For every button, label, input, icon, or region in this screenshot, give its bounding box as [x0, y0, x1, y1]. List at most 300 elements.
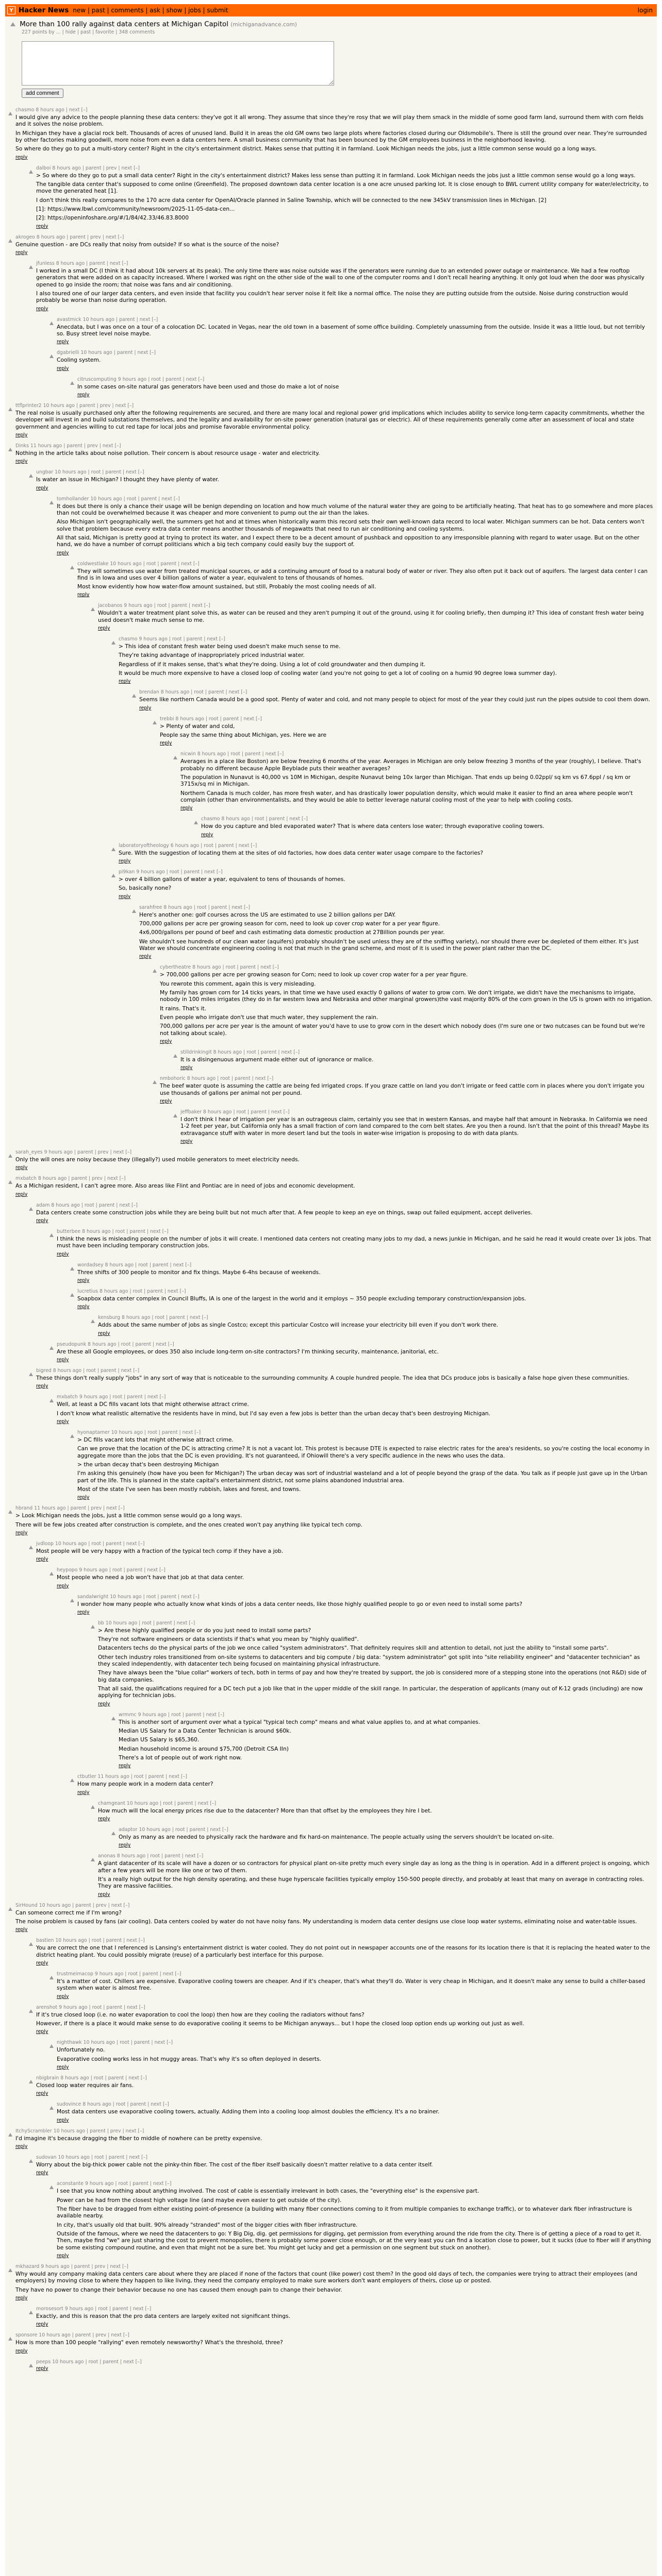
- comment-paragraph: Regardless of if it makes sense, that's what they're doing. Using a lot of cold groundwater and then dumping it.: [119, 660, 426, 668]
- comment-vote-cell: [173, 1109, 180, 1144]
- upvote-arrow-icon[interactable]: [70, 1599, 74, 1602]
- comment-paragraph: As a Michigan resident, I can't agree more. Also areas like Flint and Pontiac are in need of jobs and economic development.: [15, 1182, 355, 1190]
- comment-meta[interactable]: sudovince 8 hours ago | root | parent | next [–]: [57, 2102, 169, 2108]
- upvote-arrow-icon[interactable]: [8, 1907, 12, 1911]
- comment-vote-cell: [49, 1567, 57, 1588]
- comment-paragraph: Most people will be very happy with a fraction of the typical tech comp if they have a job.: [36, 1547, 284, 1554]
- comment-paragraph: Sure. With the suggestion of locating them at the sites of old factories, how does data center water usage compare to the factories?: [119, 849, 484, 856]
- comment-meta[interactable]: chasmo 8 hours ago | root | parent | next [–]: [201, 816, 308, 822]
- comment-row: [8, 1620, 654, 1707]
- comment-meta[interactable]: brendan 8 hours ago | root | parent | next [–]: [139, 689, 247, 696]
- comment-row: [8, 843, 654, 864]
- reply-link[interactable]: reply: [98, 1891, 110, 1897]
- comment-meta[interactable]: butterbee 8 hours ago | root | parent | next [–]: [57, 1228, 169, 1234]
- upvote-arrow-icon[interactable]: [8, 2133, 12, 2137]
- upvote-arrow-icon[interactable]: [29, 1546, 33, 1549]
- comment-meta[interactable]: trebbi 8 hours ago | root | parent | next [–]: [160, 716, 262, 722]
- comment-text: [57, 324, 654, 337]
- comment-meta[interactable]: coldwestlake 10 hours ago | root | parent | next [–]: [77, 561, 200, 567]
- comment-meta[interactable]: wordadsey 8 hours ago | root | parent | next [–]: [77, 1262, 192, 1268]
- upvote-arrow-icon[interactable]: [29, 2364, 33, 2367]
- reply-link[interactable]: reply: [36, 2170, 48, 2176]
- reply-link[interactable]: reply: [36, 2029, 48, 2035]
- comment-row: [8, 1176, 654, 1197]
- comment-paragraph: 700,000 gallons per acre per year is the amount of water you'd have to use to grow corn in the desert which nobody does (I'm sure one or two nutcases can be found but we're not talking about scale).: [160, 1023, 645, 1037]
- comment-body: [57, 1971, 654, 1999]
- upvote-arrow-icon[interactable]: [49, 321, 54, 325]
- comment-meta[interactable]: jfunless 8 hours ago | parent | next [–]: [36, 260, 128, 266]
- comment-meta[interactable]: pseudopunk 8 hours ago | root | parent | next [–]: [57, 1341, 174, 1347]
- upvote-arrow-icon[interactable]: [49, 1976, 54, 1979]
- comment-meta[interactable]: arenshot 9 hours ago | root | parent | next [–]: [36, 2004, 145, 2010]
- comment-meta[interactable]: hyonaptamer 10 hours ago | root | parent | next [–]: [77, 1429, 201, 1435]
- comment-paragraph: Median household income is around $75,700 (Detroit CSA IIn): [119, 1745, 289, 1752]
- comment-meta[interactable]: citruscomputing 9 hours ago | root | parent | next [–]: [77, 376, 205, 382]
- comment-body: [98, 1801, 654, 1822]
- reply-link[interactable]: reply: [119, 858, 131, 865]
- comment-meta[interactable]: ungbar 10 hours ago | root | parent | next [–]: [36, 469, 144, 476]
- comment-body: [139, 905, 654, 960]
- reply-link[interactable]: reply: [15, 1530, 28, 1536]
- comment-body: [15, 2264, 654, 2301]
- comment-text: [119, 643, 654, 676]
- upvote-arrow-icon[interactable]: [49, 1399, 54, 1402]
- comment-meta[interactable]: mkhazard 9 hours ago | parent | prev | next [–]: [15, 2263, 128, 2269]
- comment-meta[interactable]: adam 8 hours ago | root | parent | next [–]: [36, 1202, 138, 1208]
- comment-paragraph: Closed loop water requires air fans.: [36, 2082, 134, 2089]
- comment-paragraph: So, basically none?: [119, 885, 172, 892]
- comment-text: [180, 1116, 654, 1137]
- upvote-arrow-icon[interactable]: [111, 1832, 115, 1835]
- upvote-arrow-icon[interactable]: [153, 1080, 157, 1084]
- comment-meta[interactable]: bigred 8 hours ago | root | parent | next [–]: [36, 1367, 140, 1374]
- comment-row: [8, 1342, 654, 1363]
- comment-text: [36, 172, 654, 222]
- comment-meta[interactable]: sarah_eyes 9 hours ago | parent | prev | next [–]: [15, 1149, 132, 1155]
- reply-link[interactable]: reply: [15, 1927, 28, 1933]
- upvote-arrow-icon[interactable]: [8, 1510, 12, 1514]
- comment-vote-cell: [29, 1541, 36, 1562]
- comment-meta[interactable]: trustmeimacop 9 hours ago | root | parent | next [–]: [57, 1971, 181, 1977]
- comment-paragraph: Averages in a place like Boston) are below freezing 6 months of the year. Averages in Michigan are only below freezing 3 months of the year (roughly), I believe. That's probably no different because Apple Beyblade puts their weather averages?: [180, 758, 641, 772]
- comment-meta[interactable]: dalboi 8 hours ago | parent | prev | next [–]: [36, 165, 140, 171]
- reply-link[interactable]: reply: [77, 392, 90, 398]
- reply-link[interactable]: reply: [77, 1277, 90, 1283]
- upvote-arrow-icon[interactable]: [29, 2311, 33, 2314]
- reply-link[interactable]: reply: [57, 1357, 69, 1363]
- comment-meta[interactable]: hbrand 11 hours ago | parent | prev | next [–]: [15, 1505, 125, 1512]
- comment-text: [15, 1182, 654, 1189]
- comment-body: [57, 2181, 654, 2259]
- story-title-link[interactable]: More than 100 rally against data centers at Michigan Capitol: [20, 21, 228, 28]
- upvote-arrow-icon[interactable]: [70, 1434, 74, 1438]
- reply-link[interactable]: reply: [77, 1609, 90, 1615]
- upvote-arrow-icon[interactable]: [29, 1372, 33, 1376]
- upvote-arrow-icon[interactable]: [111, 848, 115, 851]
- comment-row: [8, 350, 654, 371]
- comment-row: [8, 561, 654, 598]
- comment-text: [98, 1807, 654, 1814]
- upvote-arrow-icon[interactable]: [8, 2337, 12, 2341]
- y-logo-icon[interactable]: Y: [7, 6, 15, 14]
- upvote-arrow-icon[interactable]: [173, 1114, 177, 1117]
- comment-paragraph: They're not software engineers or data scientists if that's what you mean by "highly qualified".: [98, 1636, 359, 1643]
- comment-indent: [8, 1567, 49, 1588]
- reply-link[interactable]: reply: [98, 625, 110, 632]
- upvote-arrow-icon[interactable]: [132, 909, 136, 913]
- comment-body: [36, 2075, 654, 2096]
- comment-body: [15, 403, 654, 438]
- upvote-arrow-icon[interactable]: [194, 821, 198, 824]
- reply-link[interactable]: reply: [15, 2295, 28, 2301]
- reply-link[interactable]: reply: [36, 1217, 48, 1224]
- comment-row: [8, 2128, 654, 2149]
- comment-body: [36, 261, 654, 312]
- upvote-arrow-icon[interactable]: [29, 1207, 33, 1211]
- login-link[interactable]: login: [637, 7, 653, 14]
- reply-link[interactable]: reply: [77, 1495, 90, 1501]
- comment-body: [119, 636, 654, 684]
- comment-row: [8, 1853, 654, 1897]
- reply-link[interactable]: reply: [160, 1038, 172, 1044]
- comment-indent: [8, 1712, 111, 1769]
- reply-link[interactable]: reply: [36, 2321, 48, 2328]
- comment-paragraph: I worked in a small DC (I think it had about 10k servers at its peak). The only time there was noise outside was if the generators were running due to an extended power outage or maintenance. We had a few rooftop generators that were added on as capacity increased. Where I worked was right on the other side of the wall to one of the computer rooms and I don't recall hearing anything. It only got loud when the door was physically opened to go inside the room; that noise was fans and air conditioning.: [36, 267, 644, 288]
- comment-meta[interactable]: cybertheatre 8 hours ago | root | parent | next [–]: [160, 964, 279, 971]
- upvote-arrow-icon[interactable]: [29, 2159, 33, 2163]
- upvote-arrow-icon[interactable]: [49, 1572, 54, 1575]
- site-name-link[interactable]: Hacker News: [19, 6, 69, 14]
- comment-indent: [8, 2155, 29, 2176]
- comment-text: [98, 609, 654, 623]
- upvote-arrow-icon[interactable]: [49, 1346, 54, 1350]
- upvote-arrow-icon[interactable]: [49, 501, 54, 504]
- comment-text: [160, 1082, 654, 1096]
- comment-meta[interactable]: sarahfree 8 hours ago | root | parent | next [–]: [139, 904, 250, 910]
- reply-link[interactable]: reply: [119, 679, 131, 685]
- comment-vote-cell: [29, 165, 36, 229]
- upvote-arrow-icon[interactable]: [70, 1778, 74, 1782]
- upvote-arrow-icon[interactable]: [29, 2080, 33, 2083]
- comment-meta[interactable]: sponsore 10 hours ago | parent | prev | next [–]: [15, 2332, 129, 2338]
- comment-vote-cell: [8, 2128, 15, 2149]
- story: [5, 16, 657, 35]
- reply-link[interactable]: reply: [36, 1960, 48, 1967]
- comment-paragraph: How is more than 100 people "rallying" even remotely newsworthy? What's the threshold, three?: [15, 2339, 283, 2346]
- comment-meta[interactable]: anonas 8 hours ago | root | parent | next [–]: [98, 1853, 204, 1859]
- comment-text: [57, 357, 654, 363]
- comment-meta[interactable]: tomhollander 10 hours ago | root | parent | next [–]: [57, 496, 180, 502]
- comment-row: [8, 1903, 654, 1933]
- reply-link[interactable]: reply: [77, 1789, 90, 1795]
- comment-meta[interactable]: heypopo 9 hours ago | root | parent | next [–]: [57, 1567, 166, 1573]
- comment-meta[interactable]: mxbatch 8 hours ago | parent | prev | next [–]: [15, 1176, 126, 1182]
- reply-link[interactable]: reply: [98, 1701, 110, 1707]
- comment-meta[interactable]: ttflprinter2 10 hours ago | parent | prev | next [–]: [15, 402, 134, 409]
- reply-link[interactable]: reply: [57, 1418, 69, 1425]
- upvote-arrow-icon[interactable]: [153, 721, 157, 724]
- comment-indent: [8, 1202, 29, 1224]
- reply-link[interactable]: reply: [160, 740, 172, 747]
- comment-indent: [8, 1430, 70, 1500]
- reply-link[interactable]: reply: [77, 1304, 90, 1310]
- comment-meta[interactable]: sudovan 10 hours ago | root | parent | next [–]: [36, 2154, 147, 2160]
- comment-row: [8, 1289, 654, 1310]
- comment-indent: [8, 2075, 29, 2096]
- comment-meta[interactable]: chasmo 9 hours ago | root | parent | next [–]: [119, 636, 225, 642]
- comment-text: [15, 410, 654, 430]
- reply-link[interactable]: reply: [57, 550, 69, 556]
- reply-link[interactable]: reply: [36, 223, 48, 229]
- comment-meta[interactable]: nighthawk 10 hours ago | root | parent | next [–]: [57, 2040, 173, 2046]
- upvote-arrow-icon[interactable]: [29, 170, 33, 174]
- comment-meta[interactable]: wrmmc 9 hours ago | root | parent | next [–]: [119, 1711, 225, 1718]
- upvote-arrow-icon[interactable]: [91, 1319, 95, 1323]
- comment-vote-cell: [91, 1315, 98, 1336]
- comment-paragraph: It's a really high output for the high density operating, and these huge hyperscale facilities typically employ 150-500 people directly, and probably at least that many on average in contracting roles. They are massive facilities.: [98, 1876, 644, 1890]
- upvote-arrow-icon[interactable]: [91, 1858, 95, 1861]
- comment-meta[interactable]: chasmo 8 hours ago | next [–]: [15, 107, 88, 113]
- comment-meta[interactable]: ItchyScrambler 10 hours ago | parent | prev | next [–]: [15, 2128, 144, 2134]
- upvote-arrow-icon[interactable]: [70, 1293, 74, 1297]
- comment-row: [8, 2075, 654, 2096]
- reply-link[interactable]: reply: [15, 2348, 28, 2354]
- reply-link[interactable]: reply: [15, 432, 28, 438]
- reply-link[interactable]: reply: [119, 893, 131, 900]
- comment-meta[interactable]: sandalwright 10 hours ago | root | parent | next [–]: [77, 1594, 200, 1600]
- comment-row: [8, 1076, 654, 1104]
- comment-text: [57, 1235, 654, 1249]
- comment-indent: [8, 869, 111, 900]
- comment-indent: [8, 1541, 29, 1562]
- upvote-arrow-icon[interactable]: [8, 112, 12, 115]
- comment-row: [8, 905, 654, 960]
- upvote-arrow-icon[interactable]: [91, 1805, 95, 1809]
- comment-body: [77, 1774, 654, 1795]
- reply-link[interactable]: reply: [36, 2091, 48, 2097]
- upvote-arrow-icon[interactable]: [8, 239, 12, 243]
- comment-textarea[interactable]: [22, 41, 334, 86]
- comment-vote-cell: [29, 469, 36, 490]
- comment-paragraph: Data centers create some construction jobs while they are being built but not much after that. A few people to keep an eye on things, swap out failed equipment, accept deliveries.: [36, 1209, 533, 1216]
- reply-link[interactable]: reply: [15, 249, 28, 256]
- comment-indent: [8, 905, 132, 960]
- reply-link[interactable]: reply: [36, 485, 48, 491]
- comment-paragraph: Only the will ones are noisy because they (illegally?) used mobile generators to meet electricity needs.: [15, 1156, 300, 1163]
- comment-indent: [8, 469, 29, 490]
- upvote-arrow-icon[interactable]: [49, 354, 54, 358]
- comment-body: [160, 1076, 654, 1104]
- comment-indent: [8, 843, 111, 864]
- reply-link[interactable]: reply: [98, 1330, 110, 1336]
- upvote-arrow-icon[interactable]: [8, 448, 12, 451]
- comment-meta[interactable]: jacobanos 9 hours ago | root | parent | next [–]: [98, 603, 210, 609]
- upvote-arrow-icon[interactable]: [49, 2185, 54, 2189]
- comment-text: [119, 876, 654, 892]
- comment-meta[interactable]: Dinks 11 hours ago | parent | prev | next [–]: [15, 443, 121, 449]
- comment-meta[interactable]: avastmick 10 hours ago | parent | next [–]: [57, 316, 158, 323]
- comment-meta[interactable]: nmbohoric 8 hours ago | root | parent | next [–]: [160, 1076, 274, 1082]
- reply-link[interactable]: reply: [160, 1098, 172, 1104]
- reply-link[interactable]: reply: [180, 1138, 193, 1144]
- comment-row: [8, 1594, 654, 1615]
- upvote-arrow-icon[interactable]: [173, 1054, 177, 1058]
- upvote-arrow-icon[interactable]: [29, 1942, 33, 1946]
- comment-meta[interactable]: SirHound 10 hours ago | parent | prev | next [–]: [15, 1902, 130, 1908]
- comment-row: [8, 107, 654, 160]
- comment-body: [36, 1202, 654, 1224]
- comment-meta[interactable]: peeps 10 hours ago | root | parent | next [–]: [36, 2359, 142, 2365]
- upvote-arrow-icon[interactable]: [70, 566, 74, 569]
- reply-link[interactable]: reply: [36, 2365, 48, 2371]
- comment-vote-cell: [8, 1903, 15, 1933]
- upvote-arrow-icon[interactable]: [70, 1267, 74, 1270]
- upvote-arrow-icon[interactable]: [173, 756, 177, 759]
- reply-link[interactable]: reply: [180, 1065, 193, 1071]
- upvote-arrow-icon[interactable]: [8, 1154, 12, 1158]
- upvote-arrow-icon[interactable]: [49, 2106, 54, 2110]
- upvote-arrow-icon[interactable]: [111, 1717, 115, 1720]
- comment-meta[interactable]: nbigbrain 8 hours ago | root | parent | next [–]: [36, 2075, 147, 2081]
- comment-meta[interactable]: jvdloop 10 hours ago | root | parent | next [–]: [36, 1540, 145, 1547]
- comment-meta[interactable]: morosesort 9 hours ago | root | parent | next [–]: [36, 2306, 152, 2312]
- upvote-arrow-icon[interactable]: [29, 474, 33, 478]
- reply-link[interactable]: reply: [201, 832, 213, 838]
- reply-link[interactable]: reply: [57, 1993, 69, 1999]
- comment-body: [77, 1594, 654, 1615]
- reply-link[interactable]: reply: [15, 459, 28, 465]
- reply-link[interactable]: reply: [36, 1383, 48, 1389]
- reply-link[interactable]: reply: [36, 306, 48, 312]
- comment-vote-cell: [29, 2359, 36, 2371]
- comment-meta[interactable]: lucretius 8 hours ago | root | parent | next [–]: [77, 1288, 186, 1294]
- comment-text: [98, 1860, 654, 1889]
- reply-link[interactable]: reply: [139, 705, 152, 711]
- comment-meta[interactable]: bastien 10 hours ago | root | parent | next [–]: [36, 1938, 145, 1944]
- comment-body: [119, 1712, 654, 1769]
- comment-meta[interactable]: jeffbaker 8 hours ago | root | parent | next [–]: [180, 1109, 290, 1115]
- comment-row: [8, 1368, 654, 1389]
- reply-link[interactable]: reply: [119, 1763, 131, 1769]
- comment-paragraph: If it's true closed loop (i.e. no water evaporation to cool the loop) then how are they cooling the radiators without fans?: [36, 2011, 365, 2018]
- comment-meta[interactable]: kensburg 8 hours ago | root | parent | next [–]: [98, 1315, 208, 1321]
- comment-text: [15, 241, 654, 248]
- upvote-arrow-icon[interactable]: [111, 641, 115, 645]
- comment-indent: [8, 1262, 70, 1283]
- upvote-arrow-icon[interactable]: [132, 694, 136, 698]
- comment-indent: [8, 1594, 70, 1615]
- upvote-arrow-icon[interactable]: [8, 1180, 12, 1184]
- nav-links[interactable]: new | past | comments | ask | show | jobs | submit: [73, 7, 228, 14]
- reply-link[interactable]: reply: [57, 1583, 69, 1589]
- upvote-arrow-icon[interactable]: [111, 874, 115, 877]
- comment-meta[interactable]: stilldrinkingit 8 hours ago | root | parent | next [–]: [180, 1049, 300, 1055]
- comment-body: [119, 869, 654, 900]
- reply-link[interactable]: reply: [119, 1842, 131, 1849]
- comment-text: [36, 2082, 654, 2089]
- comment-paragraph: 4x6,000/gallons per pound of beef and cash estimating data domestic production at 27Billion pounds per year.: [139, 929, 445, 936]
- reply-link[interactable]: reply: [15, 154, 28, 160]
- upvote-arrow-icon[interactable]: [70, 381, 74, 385]
- comment-text: [119, 1719, 654, 1761]
- comment-vote-cell: [153, 964, 160, 1044]
- upvote-arrow-icon[interactable]: [91, 607, 95, 611]
- story-domain[interactable]: (michiganadvance.com): [230, 21, 297, 28]
- comment-paragraph: [1]: https://www.lbwl.com/community/newsroom/2025-11-05-data-cen...: [36, 205, 235, 212]
- comment-indent: [8, 2040, 49, 2070]
- upvote-arrow-icon[interactable]: [29, 2009, 33, 2013]
- reply-link[interactable]: reply: [180, 805, 193, 811]
- upvote-arrow-icon[interactable]: [29, 265, 33, 269]
- upvote-arrow-icon[interactable]: [10, 22, 15, 26]
- comment-indent: [8, 561, 70, 598]
- comment-meta[interactable]: dgabrielli 10 hours ago | parent | next [–]: [57, 350, 156, 356]
- comment-meta[interactable]: adaptor 10 hours ago | root | parent | next [–]: [119, 1827, 228, 1833]
- reply-link[interactable]: reply: [15, 1165, 28, 1171]
- comment-indent: [8, 603, 91, 631]
- comment-meta[interactable]: laboratoryoftheology 6 hours ago | root | parent | next [–]: [119, 842, 257, 849]
- reply-link[interactable]: reply: [57, 2252, 69, 2259]
- comment-meta[interactable]: chamgeant 10 hours ago | root | parent | next [–]: [98, 1800, 217, 1806]
- comment-indent: [8, 496, 49, 556]
- reply-link[interactable]: reply: [139, 954, 152, 960]
- reply-link[interactable]: reply: [57, 1251, 69, 1257]
- comment-meta[interactable]: bb 10 hours ago | root | parent | next [–]: [98, 1620, 195, 1626]
- upvote-arrow-icon[interactable]: [49, 1233, 54, 1237]
- comment-paragraph: I don't think this really compares to the 170 acre data center for OpenAI/Oracle planned in Saline Township, which will be connected to the new 345kV transmission lines in Michigan. [2]: [36, 196, 547, 204]
- comment-vote-cell: [70, 561, 77, 598]
- comment-meta[interactable]: ctbutler 11 hours ago | root | parent | next [–]: [77, 1774, 187, 1780]
- add-comment-button[interactable]: add comment: [22, 89, 63, 98]
- comment-paragraph: There's a lot of people out of work right now.: [119, 1754, 242, 1761]
- comment-paragraph: In Michigan they have a glacial rock belt. Thousands of acres of unused land. Build it in areas the old GM owns two large plots where factories closed during our Oldsmobile's. There is still the ground over near. They're surrounded by other factories making goodwill, more noise from even a data centers here. A small business community that has been bounced by the GM employees business in the neighborhood leaving.: [15, 129, 647, 143]
- comment-meta[interactable]: mxbatch 9 hours ago | root | parent | next [–]: [57, 1394, 166, 1400]
- comment-indent: [8, 636, 111, 684]
- comment-paragraph: This is another sort of argument over what a typical "typical tech comp" means and what value applies to, and at what companies.: [119, 1718, 481, 1725]
- reply-link[interactable]: reply: [15, 2143, 28, 2149]
- upvote-arrow-icon[interactable]: [8, 408, 12, 411]
- reply-link[interactable]: reply: [36, 1556, 48, 1563]
- reply-link[interactable]: reply: [57, 2064, 69, 2070]
- comment-meta[interactable]: nicwin 8 hours ago | root | parent | next [–]: [180, 751, 284, 757]
- reply-link[interactable]: reply: [15, 1191, 28, 1197]
- reply-link[interactable]: reply: [57, 2117, 69, 2123]
- comment-row: [8, 2359, 654, 2371]
- upvote-arrow-icon[interactable]: [49, 2044, 54, 2048]
- upvote-arrow-icon[interactable]: [8, 2268, 12, 2272]
- upvote-arrow-icon[interactable]: [91, 1625, 95, 1629]
- comment-paragraph: Only as many as are needed to physically rack the hardware and fix hard-on maintenance. The people actually using the servers shouldn't be located on-site.: [119, 1834, 554, 1841]
- comment-vote-cell: [70, 1262, 77, 1283]
- comment-meta[interactable]: aconstante 9 hours ago | root | parent | next [–]: [57, 2181, 172, 2187]
- upvote-arrow-icon[interactable]: [153, 969, 157, 973]
- comment-paragraph: So where do they go to put a multi-story center? Right in the city's entertainment district. Makes sense that putting it in farmland. Look Michigan needs the jobs, just a little common sense would go a long ways.: [15, 145, 597, 152]
- comment-paragraph: They have no power to change their behavior because no one has caused them enough pain to change their behavior.: [15, 2286, 342, 2293]
- comment-body: [36, 1938, 654, 1966]
- reply-link[interactable]: reply: [57, 365, 69, 371]
- comment-row: [8, 1712, 654, 1769]
- reply-link[interactable]: reply: [98, 1816, 110, 1822]
- comment-body: [36, 1368, 654, 1389]
- comment-body: [98, 1315, 654, 1336]
- comment-body: [77, 1430, 654, 1500]
- comment-meta[interactable]: pi9kan 9 hours ago | root | parent | next [–]: [119, 869, 223, 875]
- reply-link[interactable]: reply: [77, 592, 90, 598]
- comment-row: [8, 869, 654, 900]
- comment-text: [57, 1978, 654, 1992]
- reply-link[interactable]: reply: [57, 339, 69, 345]
- comment-meta[interactable]: akrogeo 8 hours ago | parent | prev | next [–]: [15, 234, 124, 240]
